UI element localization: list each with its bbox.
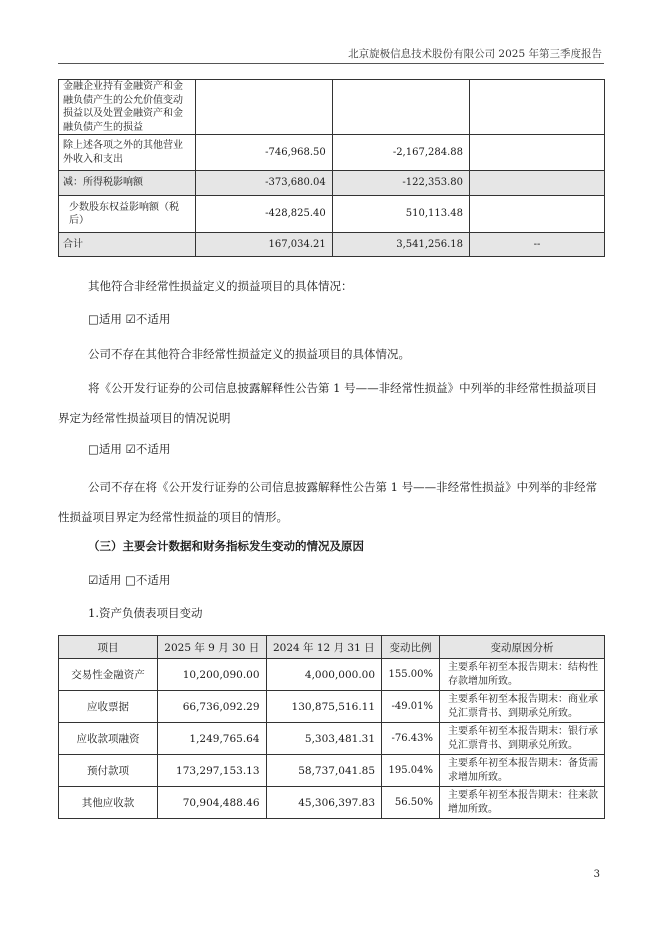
value-2025-09-30: 70,904,488.46 [158,787,267,819]
value-2024-12-31: 4,000,000.00 [266,659,382,691]
row-label: 除上述各项之外的其他营业外收入和支出 [59,135,196,171]
no-other-items-paragraph: 公司不存在其他符合非经常性损益定义的损益项目的具体情况。 [88,347,410,361]
change-ratio: 56.50% [382,787,440,819]
item-name: 交易性金融资产 [59,659,158,691]
column-header: 2024 年 12 月 31 日 [266,636,382,659]
page-number: 3 [593,869,600,880]
table-row [59,171,605,196]
change-reason: 主要系年初至本报告期末：商业承兑汇票背书、到期承兑所致。 [440,691,605,723]
table-row [59,691,605,723]
item-name: 预付款项 [59,755,158,787]
note-cell: -- [470,233,605,257]
table-row [59,787,605,819]
current-period-value: -746,968.50 [195,135,332,171]
change-ratio: -76.43% [382,723,440,755]
table-row [59,135,605,171]
ytd-value [332,80,469,135]
value-2025-09-30: 66,736,092.29 [158,691,267,723]
change-ratio: -49.01% [382,691,440,723]
ytd-value: -122,353.80 [332,171,469,196]
value-2025-09-30: 10,200,090.00 [158,659,267,691]
table-row [59,80,605,135]
subsection-title: 1.资产负债表项目变动 [88,606,203,620]
value-2024-12-31: 45,306,397.83 [266,787,382,819]
table-row [59,196,605,233]
item-name: 其他应收款 [59,787,158,819]
applicability-checkbox-3: ☑适用 □不适用 [88,573,171,587]
row-label: 金融企业持有金融资产和金融负债产生的公允价值变动损益以及处置金融资产和金融负债产生的损益 [59,80,196,135]
row-label: 合计 [59,233,196,257]
change-reason: 主要系年初至本报告期末：往来款增加所致。 [440,787,605,819]
change-reason: 主要系年初至本报告期末：结构性存款增加所致。 [440,659,605,691]
value-2024-12-31: 5,303,481.31 [266,723,382,755]
note-cell [470,80,605,135]
current-period-value: -428,825.40 [195,196,332,233]
header-divider [58,63,604,64]
column-header: 2025 年 9 月 30 日 [158,636,267,659]
value-2025-09-30: 173,297,153.13 [158,755,267,787]
row-label: 少数股东权益影响额（税后） [59,196,196,233]
reclassification-paragraph: 将《公开发行证券的公司信息披露解释性公告第 1 号——非经常性损益》中列举的非经常性损益项目界定为经常性损益项目的情况说明 [58,381,598,425]
nonrecurring-items-table [58,79,605,257]
change-reason: 主要系年初至本报告期末：银行承兑汇票背书、到期承兑所致。 [440,723,605,755]
item-name: 应收款项融资 [59,723,158,755]
value-2024-12-31: 130,875,516.11 [266,691,382,723]
column-header: 项目 [59,636,158,659]
ytd-value: 510,113.48 [332,196,469,233]
current-period-value: -373,680.04 [195,171,332,196]
other-items-paragraph: 其他符合非经常性损益定义的损益项目的具体情况： [88,279,353,293]
change-ratio: 155.00% [382,659,440,691]
column-header: 变动比例 [382,636,440,659]
change-ratio: 195.04% [382,755,440,787]
balance-sheet-changes-table [58,635,605,819]
ytd-value: -2,167,284.88 [332,135,469,171]
change-reason: 主要系年初至本报告期末：备货需求增加所致。 [440,755,605,787]
value-2024-12-31: 58,737,041.85 [266,755,382,787]
table-row [59,755,605,787]
applicability-checkbox-2: □适用 ☑不适用 [88,442,171,456]
table-row [59,723,605,755]
table-row [59,659,605,691]
current-period-value [195,80,332,135]
report-header-title: 北京旋极信息技术股份有限公司 2025 年第三季度报告 [348,48,602,60]
note-cell [470,171,605,196]
value-2025-09-30: 1,249,765.64 [158,723,267,755]
row-label: 减：所得税影响额 [59,171,196,196]
section-title: （三）主要会计数据和财务指标发生变动的情况及原因 [88,539,364,553]
table-row [59,233,605,257]
applicability-checkbox-1: □适用 ☑不适用 [88,312,171,326]
item-name: 应收票据 [59,691,158,723]
table-header-row [59,636,605,659]
current-period-value: 167,034.21 [195,233,332,257]
ytd-value: 3,541,256.18 [332,233,469,257]
no-reclassification-paragraph: 公司不存在将《公开发行证券的公司信息披露解释性公告第 1 号——非经常性损益》中列举的非经常性损益项目界定为经常性损益的项目的情形。 [58,480,598,524]
note-cell [470,135,605,171]
note-cell [470,196,605,233]
column-header: 变动原因分析 [440,636,605,659]
